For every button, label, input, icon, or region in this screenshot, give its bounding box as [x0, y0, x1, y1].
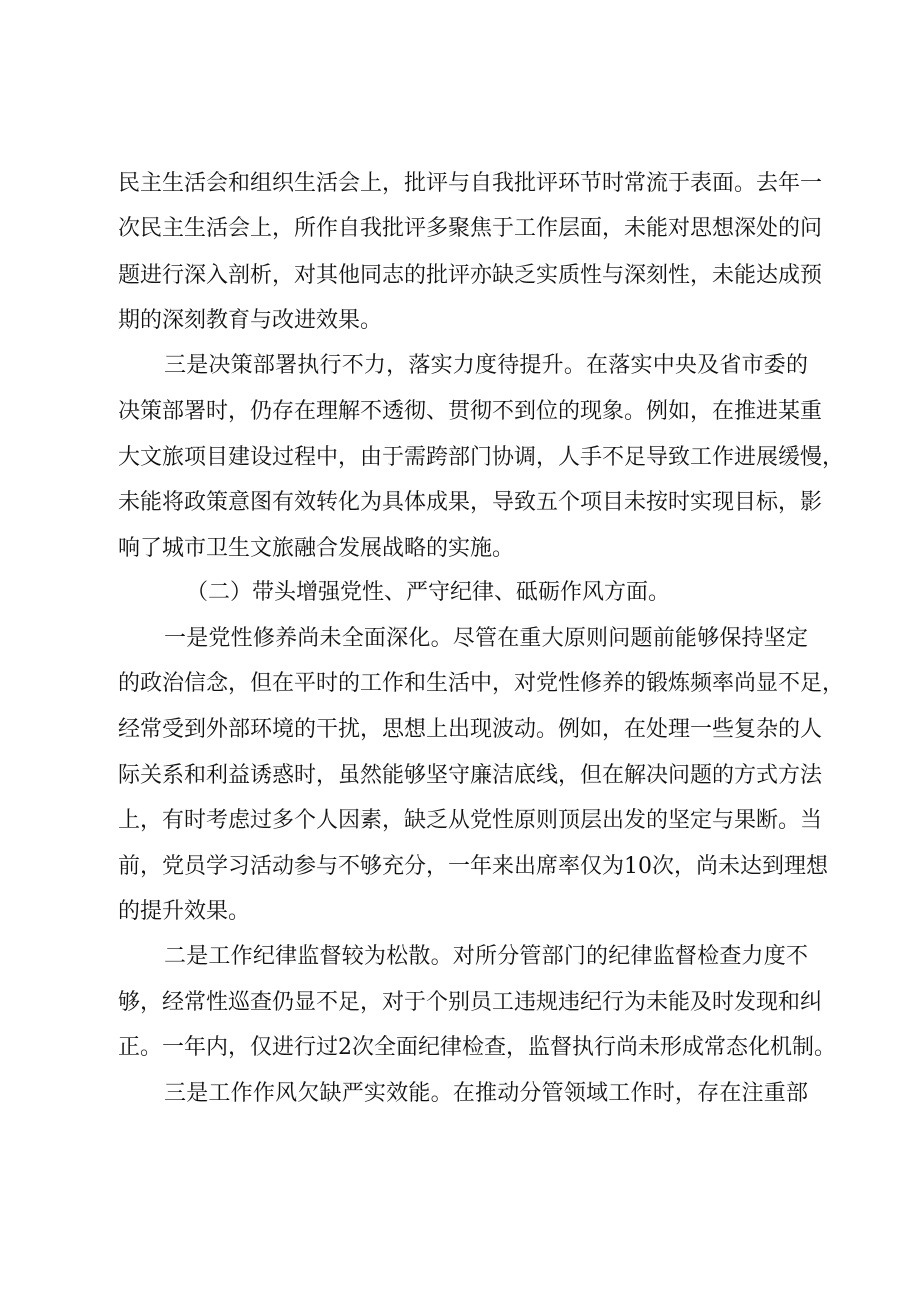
paragraph-line: 一是党性修养尚未全面深化。尽管在重大原则问题前能够保持坚定 — [164, 626, 808, 651]
paragraph-line: 三是决策部署执行不力，落实力度待提升。在落实中央及省市委的 — [164, 353, 808, 378]
paragraph-line: 大文旅项目建设过程中，由于需跨部门协调，人手不足导致工作进展缓慢， — [118, 445, 845, 470]
paragraph-line: 期的深刻教育与改进效果。 — [118, 308, 383, 333]
paragraph-line: 民主生活会和组织生活会上，批评与自我批评环节时常流于表面。去年一 — [118, 171, 823, 196]
paragraph-line: 经常受到外部环境的干扰，思想上出现波动。例如，在处理一些复杂的人 — [118, 717, 823, 742]
paragraph-line: 够，经常性巡查仍显不足，对于个别员工违规违纪行为未能及时发现和纠 — [118, 990, 823, 1015]
paragraph-line: 的政治信念，但在平时的工作和生活中，对党性修养的锻炼频率尚显不足， — [118, 671, 845, 696]
paragraph-line: 际关系和利益诱惑时，虽然能够坚守廉洁底线，但在解决问题的方式方法 — [118, 763, 823, 788]
paragraph-line: 正。一年内，仅进行过2次全面纪律检查，监督执行尚未形成常态化机制。 — [118, 1035, 836, 1060]
paragraph-line: 的提升效果。 — [118, 899, 251, 924]
paragraph-line: 三是工作作风欠缺严实效能。在推动分管领域工作时，存在注重部 — [164, 1081, 808, 1106]
paragraph-line: 决策部署时，仍存在理解不透彻、贯彻不到位的现象。例如，在推进某重 — [118, 399, 823, 424]
paragraph-line: 次民主生活会上，所作自我批评多聚焦于工作层面，未能对思想深处的问 — [118, 216, 823, 241]
paragraph-line: 题进行深入剖析，对其他同志的批评亦缺乏实质性与深刻性，未能达成预 — [118, 263, 823, 288]
paragraph-line: 响了城市卫生文旅融合发展战略的实施。 — [118, 536, 515, 561]
paragraph-line: 二是工作纪律监督较为松散。对所分管部门的纪律监督检查力度不 — [164, 944, 808, 969]
section-heading: （二）带头增强党性、严守纪律、砥砺作风方面。 — [186, 580, 671, 605]
paragraph-line: 上，有时考虑过多个人因素，缺乏从党性原则顶层出发的坚定与果断。当 — [118, 808, 823, 833]
paragraph-line: 未能将政策意图有效转化为具体成果，导致五个项目未按时实现目标，影 — [118, 490, 823, 515]
paragraph-line: 前，党员学习活动参与不够充分，一年来出席率仅为10次，尚未达到理想 — [118, 854, 828, 879]
